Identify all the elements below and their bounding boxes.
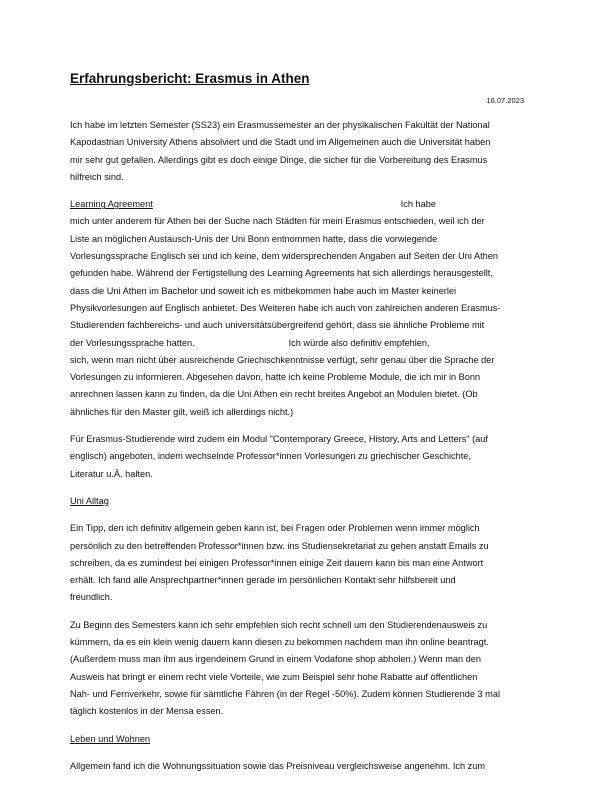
text-line: Literatur u.Ä. halten. <box>70 468 153 479</box>
text-line <box>70 335 528 352</box>
text-line: (Außerdem muss man ihn aus irgendeinem Grund in einem Vodafone shop abholen.) Wenn man den <box>70 654 481 665</box>
document-date: 16.07.2023 <box>486 96 524 105</box>
text-line: gefunden habe. Während der Fertigstellung des Learning Agreements hat sich allerdings herausgestellt, <box>70 268 493 279</box>
text-line: Ein Tipp, den ich definitiv allgemein geben kann ist, bei Fragen oder Problemen wenn immer möglich <box>70 523 480 534</box>
text-fragment: Ich habe <box>400 199 436 210</box>
text-line: persönlich zu den betreffenden Professor*innen bzw. ins Studiensekretariat zu gehen anstatt Emails zu <box>70 540 489 551</box>
text-line: Ich habe im letzten Semester (SS23) ein Erasmussemester an der physikalischen Fakultät der National <box>70 120 490 130</box>
text-line: freundlich. <box>70 592 113 603</box>
learning-agreement-paragraph <box>70 196 528 421</box>
uni-alltag-paragraph-1 <box>70 520 528 606</box>
text-line: Vorlesungen zu informieren. Abgesehen davon, hatte ich keine Probleme Module, die ich mir in Bonn <box>70 372 481 383</box>
text-line: Studierenden fachbereichs- und auch universitätsübergreifend gehört, dass sie ähnliche Probleme mit <box>70 320 485 331</box>
text-line: Ausweis hat bringt er einem recht viele Vorteile, wie zum Beispiel sehr hohe Rabatte auf öffentlichen <box>70 671 478 682</box>
text-line: mich unter anderem für Athen bei der Suche nach Städten für mein Erasmus entschieden, weil ich der <box>70 216 485 227</box>
text-line: Physikvorlesungen auf Englisch anbietet. Des Weiteren habe ich auch von zahlreichen anderen Erasmus- <box>70 302 501 313</box>
document-body <box>70 117 528 785</box>
uni-alltag-paragraph-2 <box>70 617 528 721</box>
text-line: dass die Uni Athen im Bachelor und soweit ich es mitbekommen habe auch im Master keinerlei <box>70 285 457 296</box>
text-line: kümmern, da es ein klein wenig dauern kann diesen zu bekommen nachdem man ihn online beantragt. <box>70 637 489 648</box>
text-fragment: Ich würde also definitiv empfehlen, <box>288 337 430 348</box>
text-line <box>70 196 528 213</box>
text-line: hilfreich sind. <box>70 171 124 182</box>
module-paragraph <box>70 431 528 483</box>
learning-agreement-heading: Learning Agreement <box>70 199 153 210</box>
text-line: täglich kostenlos in der Mensa essen. <box>70 706 224 717</box>
text-line: Vorlesungssprache Englisch sei und ich keine, dem widersprechenden Angaben auf Seiten der Uni Athen <box>70 251 499 262</box>
text-line: Nah- und Fernverkehr, sowie für sämtliche Fähren (in der Regel -50%). Zudem können Studierende 3 mal <box>70 688 500 699</box>
text-line: ähnliches für den Master gilt, weiß ich allerdings nicht.) <box>70 406 294 417</box>
text-line: schreiben, da es zumindest bei einigen Professor*innen einige Zeit dauern kann bis man eine Antwort <box>70 557 484 568</box>
text-line: Kapodastrian University Athens absolviert und die Stadt und im Allgemeinen auch die Universität haben <box>70 137 491 148</box>
text-line: Für Erasmus-Studierende wird zudem ein Modul "Contemporary Greece, History, Arts and Letters" (auf <box>70 434 488 445</box>
text-line: Zu Beginn des Semesters kann ich sehr empfehlen sich recht schnell um den Studierendenausweis zu <box>70 619 488 630</box>
leben-und-wohnen-paragraph <box>70 758 528 775</box>
text-line: erhält. Ich fand alle Ansprechpartner*innen gerade im persönlichen Kontakt sehr hilfsbereit und <box>70 575 456 586</box>
text-line: Liste an möglichen Austausch-Unis der Uni Bonn entnommen hatte, dass die vorwiegende <box>70 233 438 244</box>
document-title: Erfahrungsbericht: Erasmus in Athen <box>70 71 310 86</box>
intro-paragraph <box>70 117 528 186</box>
text-line: anrechnen lassen kann zu finden, da die Uni Athen ein recht breites Angebot an Modulen bietet. (Ob <box>70 389 478 400</box>
text-line: sich, wenn man nicht über ausreichende Griechischkenntnisse verfügt, sehr genau über die Sprache der <box>70 354 495 365</box>
leben-und-wohnen-heading: Leben und Wohnen <box>70 733 151 744</box>
uni-alltag-heading: Uni Alltag <box>70 495 109 506</box>
text-fragment: der Vorlesungssprache hatten. <box>70 337 195 348</box>
text-line: mir sehr gut gefallen. Allerdings gibt es doch einige Dinge, die sicher für die Vorbereitung des Erasmus <box>70 154 488 165</box>
text-line: englisch) angeboten, indem wechselnde Professor*innen Vorlesungen zu griechischer Geschichte, <box>70 451 471 462</box>
text-line: Allgemein fand ich die Wohnungssituation sowie das Preisniveau vergleichsweise angenehm. Ich zum <box>70 760 486 771</box>
